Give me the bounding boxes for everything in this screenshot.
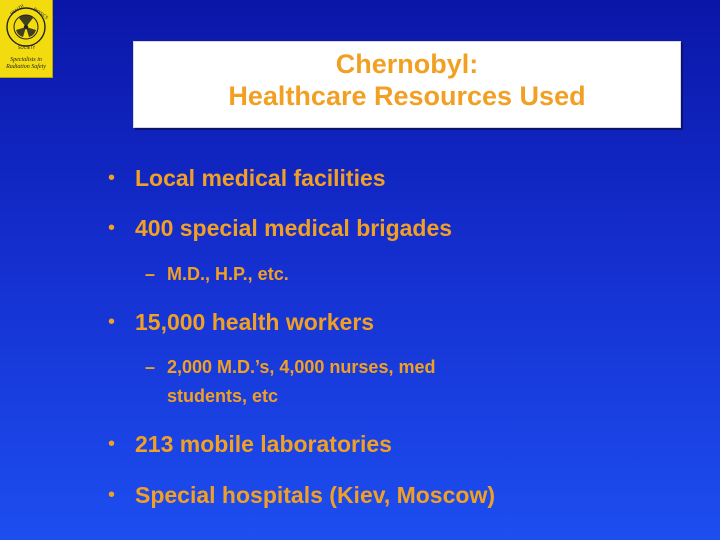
slide-title-line1: Chernobyl:	[335, 49, 479, 79]
svg-text:PHYSICS: PHYSICS	[32, 6, 50, 20]
bullet-marker: •	[108, 311, 116, 333]
svg-text:HEALTH: HEALTH	[9, 3, 25, 16]
bullet-text: 15,000 health workers	[135, 309, 375, 335]
logo-caption-line1: Specialists in	[10, 57, 42, 63]
bullet-text: Local medical facilities	[135, 165, 386, 191]
logo-caption-line2: Radiation Safety	[6, 64, 46, 70]
bullet-text: Special hospitals (Kiev, Moscow)	[135, 482, 495, 508]
bullet-marker: •	[108, 217, 116, 239]
bullet-marker: •	[108, 484, 116, 506]
bullet-text: 213 mobile laboratories	[135, 431, 392, 457]
slide-title-line2: Healthcare Resources Used	[228, 81, 586, 111]
subbullet-text: M.D., H.P., etc.	[167, 264, 289, 284]
subbullet-marker: –	[145, 264, 156, 284]
bullet-text: 400 special medical brigades	[135, 215, 453, 241]
subbullet-text-continuation: students, etc	[167, 386, 279, 406]
svg-text:SOCIETY: SOCIETY	[18, 45, 36, 50]
subbullet-marker: –	[145, 357, 156, 377]
subbullet-text: 2,000 M.D.’s, 4,000 nurses, med	[167, 357, 436, 377]
bullet-marker: •	[108, 167, 116, 189]
bullet-marker: •	[108, 433, 116, 455]
